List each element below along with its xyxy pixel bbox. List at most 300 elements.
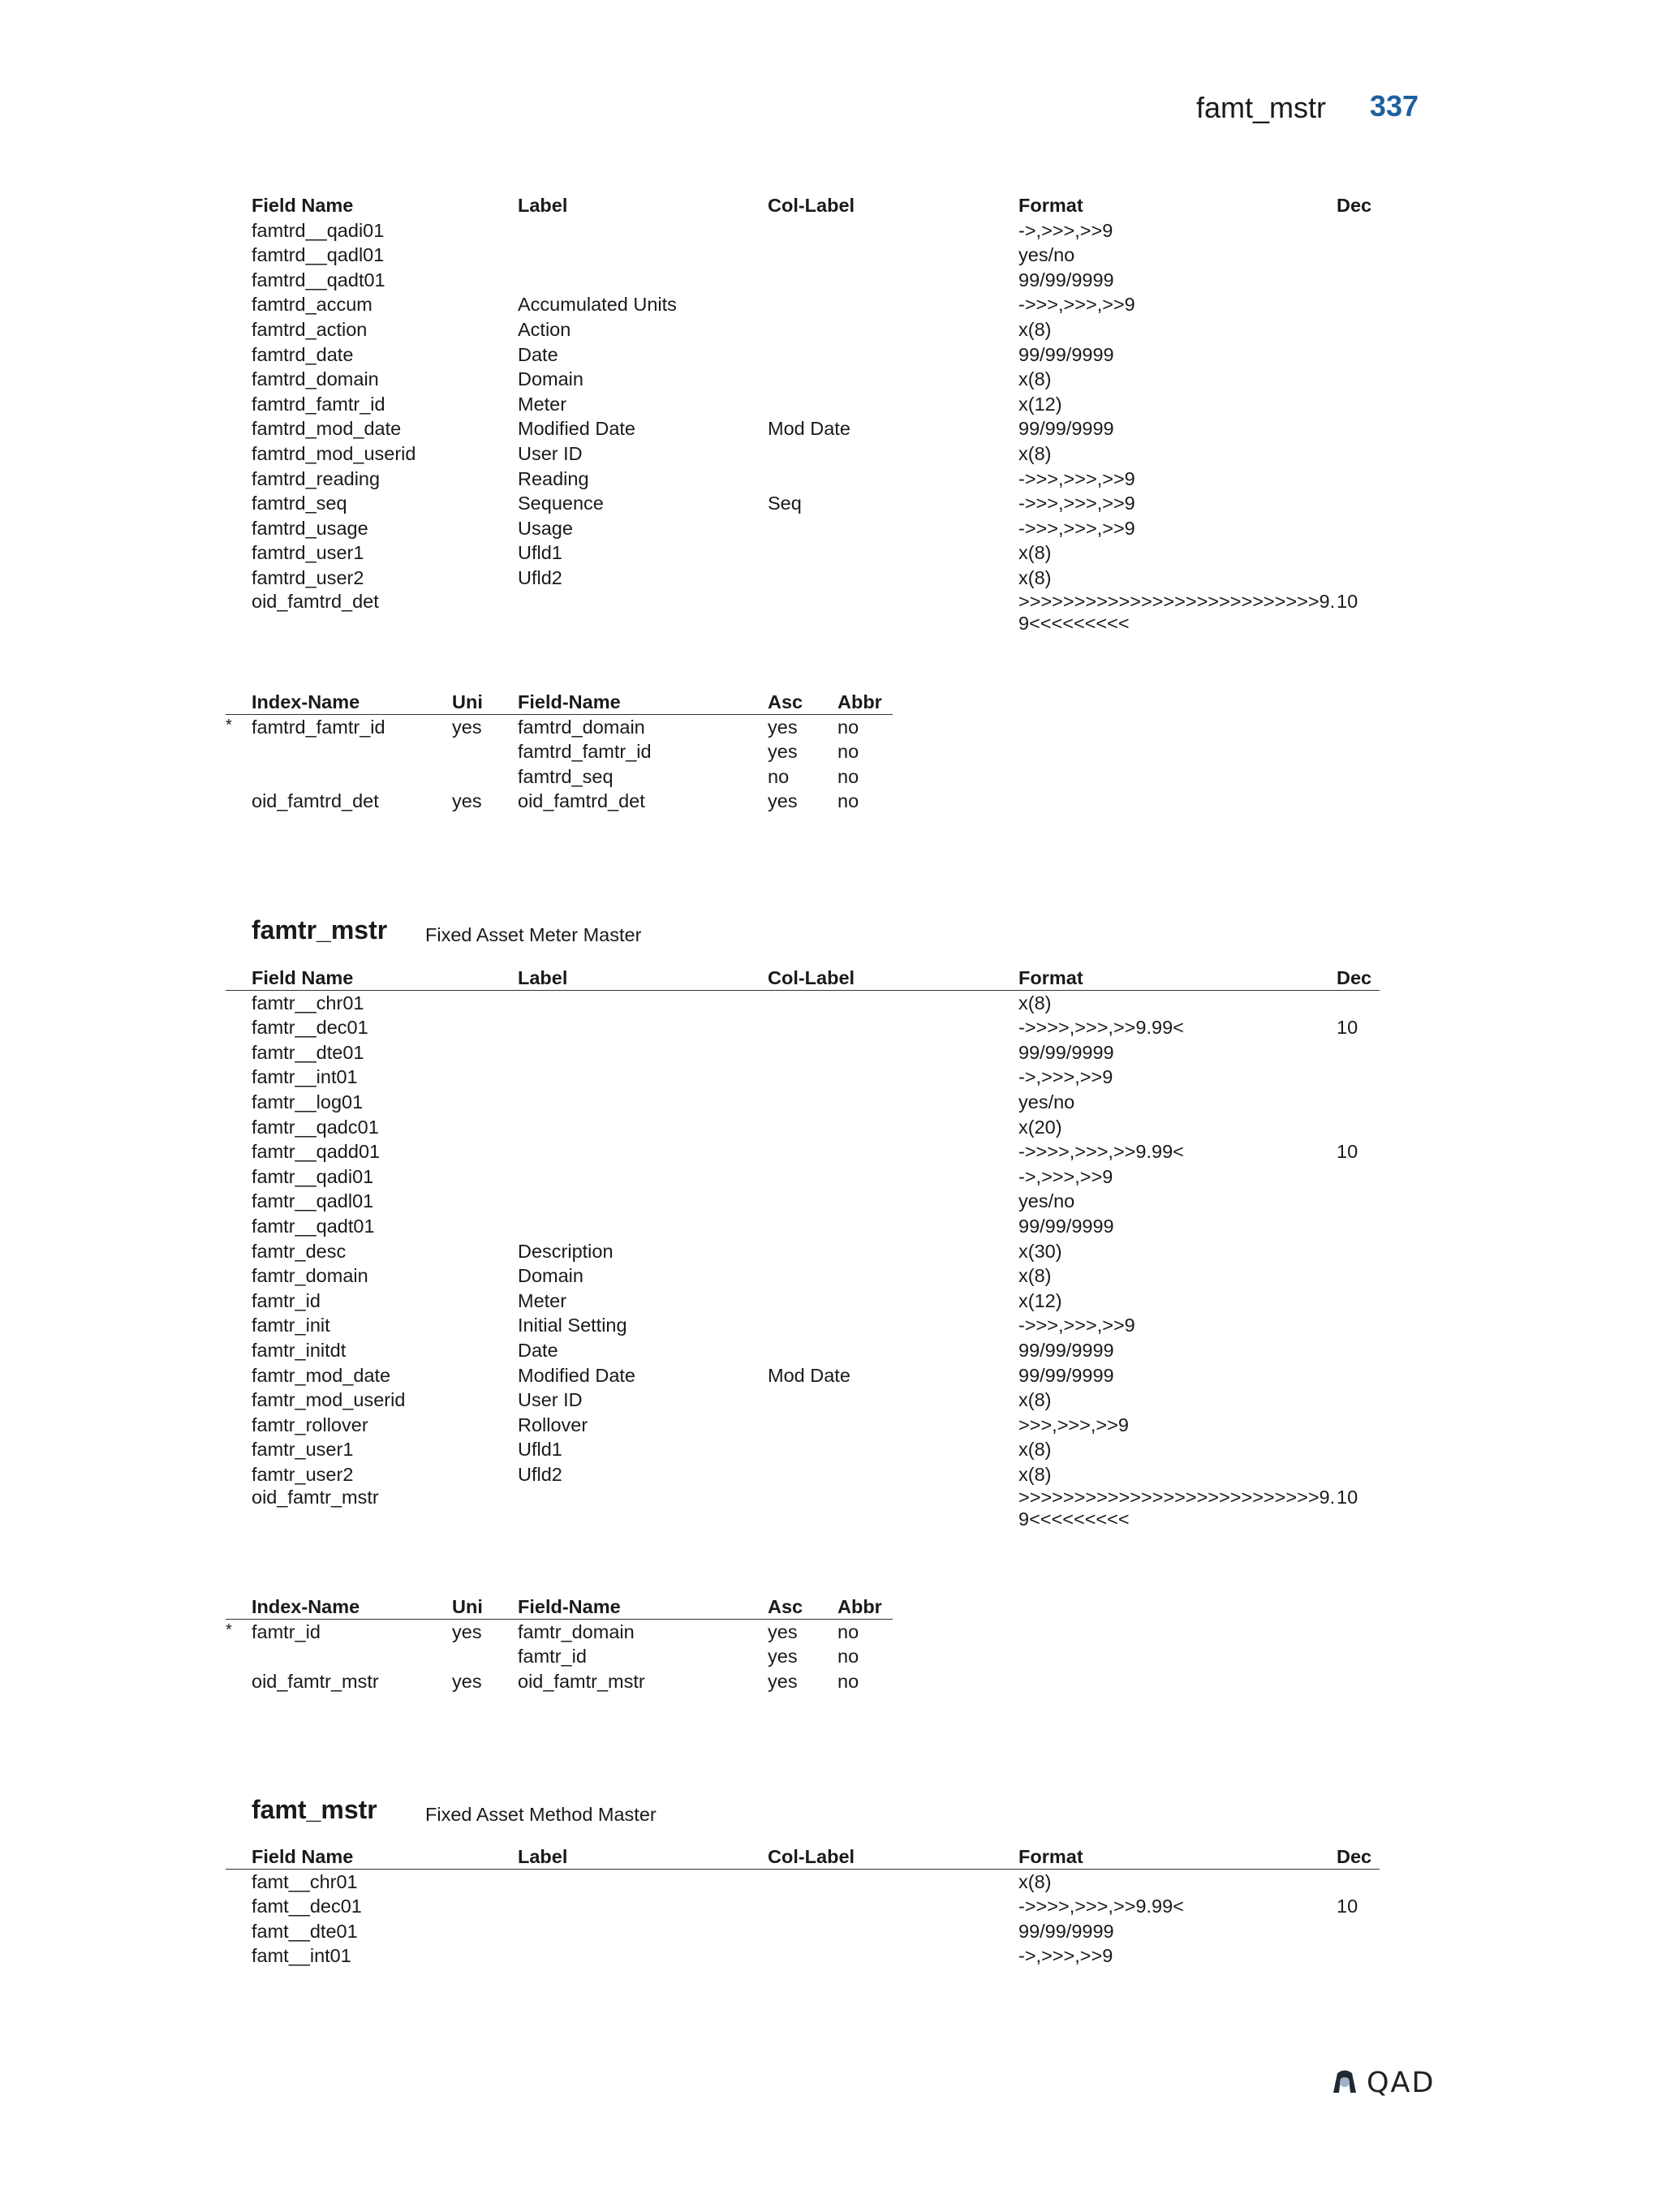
index-row: [252, 789, 893, 814]
field-label-cell: Description: [518, 1240, 614, 1262]
index-name-cell: [252, 739, 452, 764]
field-label-cell: [518, 268, 768, 293]
field-label-cell: [518, 1919, 768, 1944]
field-row: [252, 591, 1380, 635]
field-label-cell: [518, 1214, 768, 1239]
field-dec-cell: [1337, 1115, 1380, 1140]
field-col-label-cell: [768, 367, 1018, 392]
field-name-cell: famtr_mod_userid: [252, 1389, 406, 1411]
field-label-cell: User ID: [518, 442, 583, 464]
field-label-cell: Domain: [518, 1265, 583, 1287]
field-label-cell: Action: [518, 318, 571, 340]
field-dec-cell: [1337, 292, 1380, 317]
field-row: [252, 1870, 1380, 1895]
col-header-index-name: Index-Name: [252, 691, 360, 712]
index-name-cell: oid_famtr_mstr: [252, 1670, 379, 1692]
field-col-label-cell: [768, 566, 1018, 591]
field-row: [252, 1015, 1380, 1040]
field-row: [252, 1090, 1380, 1115]
index-uni-cell: yes: [452, 716, 482, 738]
field-name-cell: famtrd_user2: [252, 566, 364, 588]
field-row: [252, 1413, 1380, 1438]
col-header-format: Format: [1018, 1846, 1083, 1867]
col-header-label: Label: [518, 1846, 568, 1867]
field-label-cell: [518, 218, 768, 243]
field-format-cell: x(8): [1018, 318, 1052, 340]
field-name-cell: famt__int01: [252, 1945, 351, 1967]
index-table-famtr-mstr: [226, 1594, 893, 1693]
field-format-cell: 99/99/9999: [1018, 269, 1114, 290]
field-col-label-cell: [768, 1943, 1018, 1969]
field-dec-cell: [1337, 1090, 1380, 1115]
field-label-cell: Meter: [518, 393, 567, 415]
index-abbr-cell: no: [837, 790, 859, 812]
field-name-cell: famtr__qadt01: [252, 1215, 375, 1237]
field-dec-cell: [1337, 1263, 1380, 1289]
field-dec-cell: [1337, 1870, 1380, 1895]
field-format-cell: yes/no: [1018, 244, 1075, 266]
field-name-cell: famtrd__qadl01: [252, 244, 385, 266]
field-dec-cell: [1337, 1943, 1380, 1969]
index-asc-cell: yes: [768, 1620, 798, 1642]
field-dec-cell: [1337, 566, 1380, 591]
field-table-header: [252, 966, 1380, 991]
field-label-cell: Modified Date: [518, 418, 635, 440]
index-table-famtrd-det: [226, 690, 893, 814]
qad-logo: [1331, 2067, 1445, 2099]
field-row: [252, 243, 1380, 268]
field-row: [252, 1139, 1380, 1164]
qad-logo-icon: [1331, 2068, 1358, 2096]
field-col-label-cell: [768, 1437, 1018, 1462]
field-label-cell: Rollover: [518, 1414, 588, 1435]
field-row: [252, 342, 1380, 368]
index-row: [252, 739, 893, 764]
index-abbr-cell: no: [837, 1670, 859, 1692]
field-name-cell: famt__dte01: [252, 1920, 358, 1942]
field-label-cell: [518, 1164, 768, 1190]
field-format-cell: x(8): [1018, 368, 1052, 390]
field-row: [252, 1189, 1380, 1214]
field-dec-cell: [1337, 467, 1380, 492]
field-row: [252, 292, 1380, 317]
field-table-famt-mstr: [252, 1844, 1380, 1969]
field-format-cell: 99/99/9999: [1018, 1364, 1114, 1386]
field-col-label-cell: Mod Date: [768, 1364, 850, 1386]
field-label-cell: [518, 991, 768, 1016]
field-row: [252, 1919, 1380, 1944]
index-row: [226, 1620, 893, 1645]
index-abbr-cell: no: [837, 1646, 859, 1668]
field-dec-cell: [1337, 1040, 1380, 1065]
index-field-cell: famtr_id: [518, 1646, 587, 1668]
index-abbr-cell: no: [837, 741, 859, 763]
field-label-cell: Ufld1: [518, 1439, 562, 1461]
field-format-cell: x(8): [1018, 442, 1052, 464]
field-dec-cell: [1337, 1214, 1380, 1239]
index-uni-cell: [452, 1644, 518, 1669]
field-format-cell: ->,>>>,>>9: [1018, 219, 1113, 241]
field-row: [252, 1289, 1380, 1314]
field-row: [252, 416, 1380, 441]
col-header-asc: Asc: [768, 1596, 803, 1617]
field-format-cell: ->>>>,>>>,>>9.99<: [1018, 1896, 1184, 1917]
field-dec-cell: [1337, 1919, 1380, 1944]
col-header-field-name: Field Name: [252, 967, 354, 988]
field-row: [252, 1363, 1380, 1388]
field-name-cell: famtrd_user1: [252, 542, 364, 564]
field-name-cell: famtr_initdt: [252, 1339, 347, 1361]
index-name-cell: [252, 1644, 452, 1669]
field-format-cell: x(30): [1018, 1240, 1062, 1262]
field-row: [252, 1313, 1380, 1338]
col-header-field-name: Field Name: [252, 1846, 354, 1867]
field-col-label-cell: [768, 392, 1018, 417]
field-label-cell: Sequence: [518, 493, 604, 514]
col-header-index-name: Index-Name: [252, 1596, 360, 1617]
field-format-cell: x(8): [1018, 542, 1052, 564]
field-label-cell: [518, 243, 768, 268]
field-col-label-cell: [768, 1065, 1018, 1090]
field-col-label-cell: [768, 516, 1018, 541]
field-dec-cell: [1337, 317, 1380, 342]
field-name-cell: famtrd_famtr_id: [252, 393, 385, 415]
index-row: [226, 715, 893, 740]
col-header-dec: Dec: [1337, 195, 1372, 216]
field-name-cell: famtrd__qadi01: [252, 219, 385, 241]
index-row: [252, 1644, 893, 1669]
col-header-format: Format: [1018, 967, 1083, 988]
col-header-uni: Uni: [452, 1596, 483, 1617]
field-col-label-cell: [768, 467, 1018, 492]
field-table-header: [252, 1844, 1380, 1870]
index-row: [252, 1669, 893, 1694]
field-label-cell: [518, 1115, 768, 1140]
field-label-cell: Usage: [518, 517, 573, 539]
field-format-cell: x(8): [1018, 1439, 1052, 1461]
index-uni-cell: [452, 739, 518, 764]
col-header-format: Format: [1018, 195, 1083, 216]
field-row: [252, 1164, 1380, 1190]
field-label-cell: [518, 1090, 768, 1115]
field-label-cell: Date: [518, 1339, 558, 1361]
col-header-col-label: Col-Label: [768, 967, 855, 988]
field-row: [252, 516, 1380, 541]
field-col-label-cell: [768, 1919, 1018, 1944]
field-row: [252, 566, 1380, 591]
index-field-cell: famtrd_domain: [518, 716, 645, 738]
field-name-cell: famtr__chr01: [252, 992, 364, 1013]
field-name-cell: famtr__qadd01: [252, 1141, 381, 1163]
field-col-label-cell: [768, 1239, 1018, 1264]
field-label-cell: [518, 1139, 768, 1164]
field-name-cell: famtrd_reading: [252, 467, 381, 489]
table-description: Fixed Asset Meter Master: [425, 924, 642, 945]
index-table-header: [252, 1594, 893, 1620]
field-dec-cell: [1337, 342, 1380, 368]
field-label-cell: Reading: [518, 467, 589, 489]
field-col-label-cell: [768, 1338, 1018, 1363]
field-row: [252, 218, 1380, 243]
field-col-label-cell: Mod Date: [768, 418, 850, 440]
field-format-cell: yes/no: [1018, 1091, 1075, 1112]
index-abbr-cell: no: [837, 1620, 859, 1642]
field-col-label-cell: [768, 991, 1018, 1016]
field-name-cell: famtr_domain: [252, 1265, 368, 1287]
field-format-cell: >>>,>>>,>>9: [1018, 1414, 1129, 1435]
field-row: [252, 491, 1380, 516]
col-header-col-label: Col-Label: [768, 195, 855, 216]
field-dec-cell: [1337, 416, 1380, 441]
field-name-cell: famtr_init: [252, 1315, 330, 1336]
field-col-label-cell: [768, 441, 1018, 467]
field-name-cell: famtrd_mod_userid: [252, 442, 416, 464]
field-row: [252, 1462, 1380, 1487]
index-field-cell: famtrd_seq: [518, 765, 614, 787]
field-row: [252, 1214, 1380, 1239]
field-row: [252, 1263, 1380, 1289]
index-name-cell: oid_famtrd_det: [252, 790, 379, 812]
field-label-cell: [518, 1015, 768, 1040]
field-format-cell: ->,>>>,>>9: [1018, 1066, 1113, 1088]
primary-index-marker: *: [226, 1620, 232, 1639]
field-format-cell: ->>>,>>>,>>9: [1018, 467, 1135, 489]
field-label-cell: Initial Setting: [518, 1315, 627, 1336]
running-header-title: famt_mstr: [1195, 91, 1326, 124]
col-header-dec: Dec: [1337, 967, 1372, 988]
field-row: [252, 1239, 1380, 1264]
field-dec-cell: [1337, 1413, 1380, 1438]
field-format-cell: x(12): [1018, 393, 1062, 415]
field-dec-cell: [1337, 1289, 1380, 1314]
field-col-label-cell: [768, 540, 1018, 566]
field-col-label-cell: [768, 218, 1018, 243]
field-label-cell: [518, 1870, 768, 1895]
field-col-label-cell: [768, 1214, 1018, 1239]
index-uni-cell: yes: [452, 1670, 482, 1692]
index-table-header: [252, 690, 893, 715]
field-dec-cell: [1337, 491, 1380, 516]
field-col-label-cell: [768, 1870, 1018, 1895]
field-name-cell: oid_famtr_mstr: [252, 1487, 379, 1508]
field-row: [252, 540, 1380, 566]
field-format-cell: x(8): [1018, 1463, 1052, 1485]
field-row: [252, 392, 1380, 417]
field-label-cell: [518, 1065, 768, 1090]
field-label-cell: [518, 1189, 768, 1214]
field-dec-cell: 10: [1337, 1017, 1358, 1039]
logo-wordmark: QAD: [1367, 2067, 1436, 2099]
index-abbr-cell: no: [837, 765, 859, 787]
field-format-cell: ->,>>>,>>9: [1018, 1165, 1113, 1187]
field-table-header: [252, 193, 1380, 218]
field-col-label-cell: [768, 243, 1018, 268]
field-dec-cell: [1337, 540, 1380, 566]
field-col-label-cell: [768, 1040, 1018, 1065]
field-name-cell: famtr_id: [252, 1289, 321, 1311]
field-format-cell: ->>>>,>>>,>>9.99<: [1018, 1017, 1184, 1039]
field-dec-cell: [1337, 1437, 1380, 1462]
field-col-label-cell: [768, 1263, 1018, 1289]
field-table-famtr-mstr: [252, 966, 1380, 1530]
index-abbr-cell: no: [837, 716, 859, 738]
index-field-cell: oid_famtr_mstr: [518, 1670, 645, 1692]
field-row: [252, 1040, 1380, 1065]
field-col-label-cell: [768, 1462, 1018, 1487]
field-format-cell: ->>>,>>>,>>9: [1018, 517, 1135, 539]
field-format-cell: x(8): [1018, 1870, 1052, 1892]
field-label-cell: Ufld2: [518, 566, 562, 588]
field-col-label-cell: [768, 1090, 1018, 1115]
field-name-cell: famtr__int01: [252, 1066, 358, 1088]
field-row: [252, 367, 1380, 392]
col-header-label: Label: [518, 967, 568, 988]
field-row: [252, 1065, 1380, 1090]
field-name-cell: famtrd_date: [252, 343, 354, 365]
field-format-cell: x(12): [1018, 1289, 1062, 1311]
field-col-label-cell: [768, 317, 1018, 342]
field-label-cell: Ufld1: [518, 542, 562, 564]
field-label-cell: Accumulated Units: [518, 294, 677, 316]
page-number: 337: [1369, 89, 1419, 123]
field-dec-cell: 10: [1337, 590, 1358, 612]
col-header-field-name: Field-Name: [518, 691, 621, 712]
index-name-cell: famtr_id: [252, 1620, 321, 1642]
field-format-cell: ->>>,>>>,>>9: [1018, 294, 1135, 316]
field-col-label-cell: [768, 292, 1018, 317]
col-header-abbr: Abbr: [837, 1596, 882, 1617]
field-col-label-cell: [768, 1313, 1018, 1338]
field-format-cell: >>>>>>>>>>>>>>>>>>>>>>>>>>>9.9<<<<<<<<<: [1018, 1487, 1336, 1530]
field-row: [252, 268, 1380, 293]
field-label-cell: [518, 591, 768, 635]
field-format-cell: >>>>>>>>>>>>>>>>>>>>>>>>>>>9.9<<<<<<<<<: [1018, 590, 1336, 634]
field-format-cell: x(8): [1018, 1265, 1052, 1287]
field-label-cell: Domain: [518, 368, 583, 390]
field-dec-cell: [1337, 1189, 1380, 1214]
index-uni-cell: [452, 764, 518, 790]
field-dec-cell: [1337, 1313, 1380, 1338]
field-col-label-cell: [768, 591, 1018, 635]
index-uni-cell: yes: [452, 1620, 482, 1642]
field-col-label-cell: [768, 342, 1018, 368]
index-asc-cell: yes: [768, 790, 798, 812]
col-header-field-name: Field Name: [252, 195, 354, 216]
field-name-cell: famtrd_accum: [252, 294, 372, 316]
field-name-cell: famtr_user1: [252, 1439, 354, 1461]
field-name-cell: famtrd_mod_date: [252, 418, 402, 440]
field-label-cell: [518, 1487, 768, 1530]
field-dec-cell: [1337, 1338, 1380, 1363]
field-row: [252, 1894, 1380, 1919]
field-format-cell: x(8): [1018, 992, 1052, 1013]
field-format-cell: ->>>,>>>,>>9: [1018, 493, 1135, 514]
field-col-label-cell: [768, 1413, 1018, 1438]
field-format-cell: yes/no: [1018, 1190, 1075, 1212]
index-name-cell: famtrd_famtr_id: [252, 716, 385, 738]
field-col-label-cell: [768, 1487, 1018, 1530]
col-header-field-name: Field-Name: [518, 1596, 621, 1617]
field-dec-cell: [1337, 1363, 1380, 1388]
field-row: [252, 317, 1380, 342]
field-row: [252, 991, 1380, 1016]
field-format-cell: 99/99/9999: [1018, 1920, 1114, 1942]
field-name-cell: famtr__qadi01: [252, 1165, 374, 1187]
field-label-cell: Ufld2: [518, 1463, 562, 1485]
field-row: [252, 1115, 1380, 1140]
index-row: [252, 764, 893, 790]
field-name-cell: famtrd__qadt01: [252, 269, 385, 290]
index-field-cell: famtr_domain: [518, 1620, 635, 1642]
field-name-cell: famt__chr01: [252, 1870, 358, 1892]
field-name-cell: famtr_mod_date: [252, 1364, 391, 1386]
field-row: [252, 1487, 1380, 1530]
field-dec-cell: [1337, 1065, 1380, 1090]
field-dec-cell: [1337, 243, 1380, 268]
field-dec-cell: [1337, 1164, 1380, 1190]
field-col-label-cell: [768, 268, 1018, 293]
field-row: [252, 1943, 1380, 1969]
field-dec-cell: [1337, 218, 1380, 243]
field-col-label-cell: [768, 1189, 1018, 1214]
field-format-cell: ->>>>,>>>,>>9.99<: [1018, 1141, 1184, 1163]
field-col-label-cell: Seq: [768, 493, 802, 514]
field-name-cell: famtr_rollover: [252, 1414, 368, 1435]
index-name-cell: [252, 764, 452, 790]
index-field-cell: famtrd_famtr_id: [518, 741, 652, 763]
field-dec-cell: [1337, 516, 1380, 541]
field-name-cell: famtrd_domain: [252, 368, 379, 390]
field-dec-cell: 10: [1337, 1141, 1358, 1163]
field-dec-cell: [1337, 268, 1380, 293]
field-name-cell: oid_famtrd_det: [252, 590, 379, 612]
field-label-cell: Modified Date: [518, 1364, 635, 1386]
field-format-cell: 99/99/9999: [1018, 1215, 1114, 1237]
field-dec-cell: [1337, 991, 1380, 1016]
col-header-dec: Dec: [1337, 1846, 1372, 1867]
table-title: famt_mstr: [252, 1795, 377, 1824]
field-dec-cell: [1337, 1462, 1380, 1487]
field-row: [252, 1338, 1380, 1363]
field-name-cell: famtr_desc: [252, 1240, 347, 1262]
field-name-cell: famtrd_seq: [252, 493, 347, 514]
field-format-cell: 99/99/9999: [1018, 343, 1114, 365]
field-format-cell: 99/99/9999: [1018, 418, 1114, 440]
field-format-cell: 99/99/9999: [1018, 1339, 1114, 1361]
field-format-cell: x(8): [1018, 1389, 1052, 1411]
field-col-label-cell: [768, 1894, 1018, 1919]
field-name-cell: famtr__qadc01: [252, 1116, 379, 1138]
table-title: famtr_mstr: [252, 915, 388, 945]
field-format-cell: ->,>>>,>>9: [1018, 1945, 1113, 1967]
field-dec-cell: [1337, 1239, 1380, 1264]
field-col-label-cell: [768, 1139, 1018, 1164]
index-asc-cell: yes: [768, 741, 798, 763]
field-row: [252, 467, 1380, 492]
col-header-label: Label: [518, 195, 568, 216]
field-format-cell: x(8): [1018, 566, 1052, 588]
col-header-uni: Uni: [452, 691, 483, 712]
field-name-cell: famtr__log01: [252, 1091, 364, 1112]
field-dec-cell: 10: [1337, 1896, 1358, 1917]
field-label-cell: [518, 1894, 768, 1919]
field-name-cell: famtrd_action: [252, 318, 368, 340]
field-name-cell: famtr_user2: [252, 1463, 354, 1485]
index-asc-cell: no: [768, 765, 790, 787]
field-col-label-cell: [768, 1388, 1018, 1413]
field-dec-cell: [1337, 392, 1380, 417]
col-header-abbr: Abbr: [837, 691, 882, 712]
